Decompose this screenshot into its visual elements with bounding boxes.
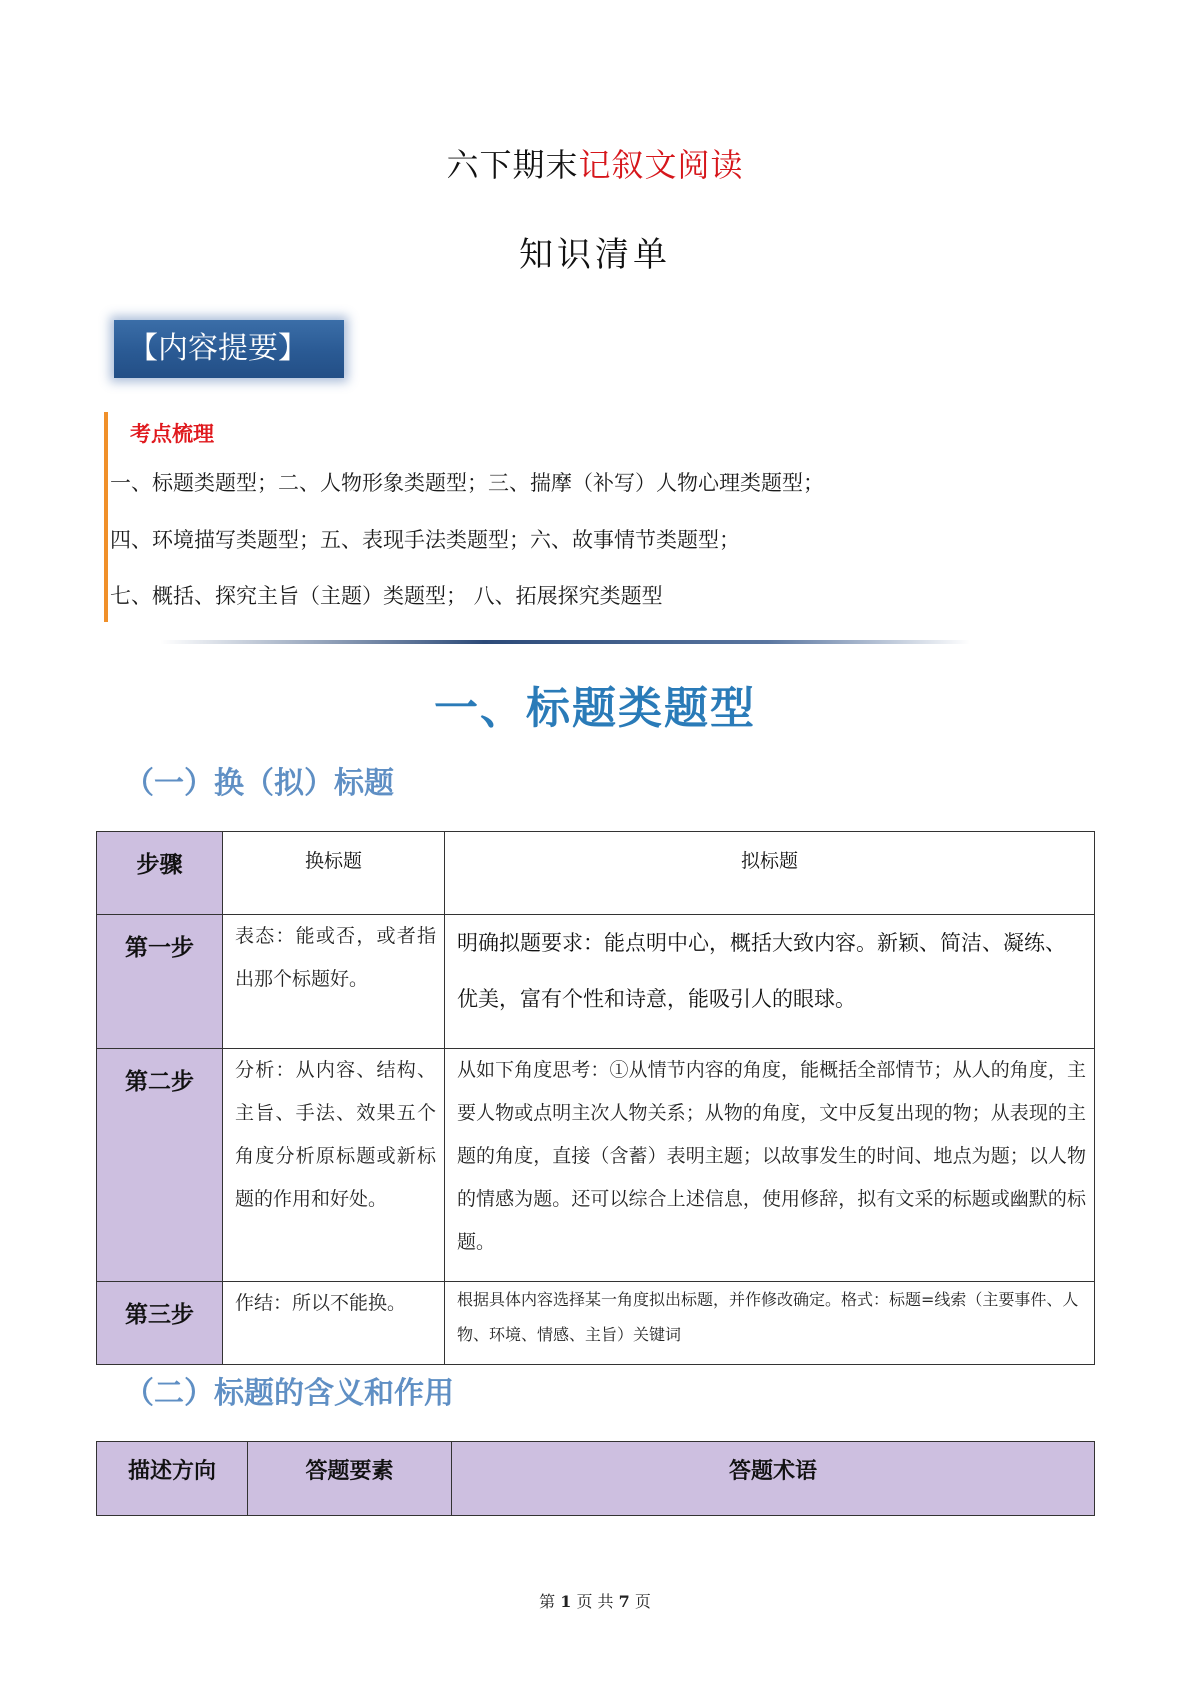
step-cell: 第一步 — [97, 915, 223, 1049]
current-page-number: 1 — [560, 1592, 572, 1611]
change-cell: 分析：从内容、结构、主旨、手法、效果五个角度分析原标题或新标题的作用和好处。 — [223, 1049, 445, 1282]
table-row — [97, 1049, 1095, 1282]
footer-text: 页 — [634, 1592, 651, 1611]
change-cell: 作结：所以不能换。 — [223, 1282, 445, 1365]
header-cell-step: 步骤 — [97, 832, 223, 915]
content-summary-banner: 【内容提要】 — [114, 320, 344, 378]
change-cell: 表态：能或否，或者指出那个标题好。 — [223, 915, 445, 1049]
title-steps-table — [96, 831, 1095, 1365]
page-footer — [0, 1589, 1190, 1612]
section-heading: 一、标题类题型 — [434, 683, 756, 734]
section-divider — [160, 640, 970, 644]
document-subtitle: 知识清单 — [519, 235, 671, 275]
summary-line: 四、环境描写类题型；五、表现手法类题型；六、故事情节类题型； — [110, 528, 740, 552]
header-cell-terms: 答题术语 — [452, 1442, 1095, 1516]
total-pages: 7 — [618, 1592, 630, 1611]
header-cell-elements: 答题要素 — [248, 1442, 452, 1516]
draft-cell: 根据具体内容选择某一角度拟出标题，并作修改确定。格式：标题=线索（主要事件、人物、环境、情感、主旨）关键词 — [445, 1282, 1095, 1365]
table-header-row — [97, 1442, 1095, 1516]
title-prefix: 六下期末 — [446, 146, 579, 184]
header-cell-draft: 拟标题 — [445, 832, 1095, 915]
table-header-row — [97, 832, 1095, 915]
header-cell-direction: 描述方向 — [97, 1442, 248, 1516]
header-cell-change: 换标题 — [223, 832, 445, 915]
title-highlight: 记叙文阅读 — [578, 146, 744, 184]
draft-cell: 明确拟题要求：能点明中心，概括大致内容。新颖、简洁、凝练、优美，富有个性和诗意，能吸引人的眼球。 — [445, 915, 1095, 1049]
footer-text: 页 共 — [576, 1592, 614, 1611]
table-row — [97, 915, 1095, 1049]
summary-block — [104, 412, 1008, 622]
summary-line: 一、标题类题型；二、人物形象类题型；三、揣摩（补写）人物心理类题型； — [110, 471, 824, 495]
title-meaning-table — [96, 1441, 1095, 1516]
step-cell: 第二步 — [97, 1049, 223, 1282]
subsection-heading-2: （二）标题的含义和作用 — [124, 1376, 454, 1411]
subsection-heading-1: （一）换（拟）标题 — [124, 766, 394, 801]
step-cell: 第三步 — [97, 1282, 223, 1365]
table-row — [97, 1282, 1095, 1365]
document-title — [0, 140, 1190, 186]
summary-heading: 考点梳理 — [130, 422, 214, 446]
footer-text: 第 — [539, 1592, 556, 1611]
summary-line: 七、概括、探究主旨（主题）类题型； 八、拓展探究类题型 — [110, 584, 663, 608]
draft-cell: 从如下角度思考：①从情节内容的角度，能概括全部情节；从人的角度，主要人物或点明主次人物关系；从物的角度，文中反复出现的物；从表现的主题的角度，直接（含蓄）表明主题；以故事发生的时间、地点为题；以人物的情感为题。还可以综合上述信息，使用修辞，拟有文采的标题或幽默的标题。 — [445, 1049, 1095, 1282]
